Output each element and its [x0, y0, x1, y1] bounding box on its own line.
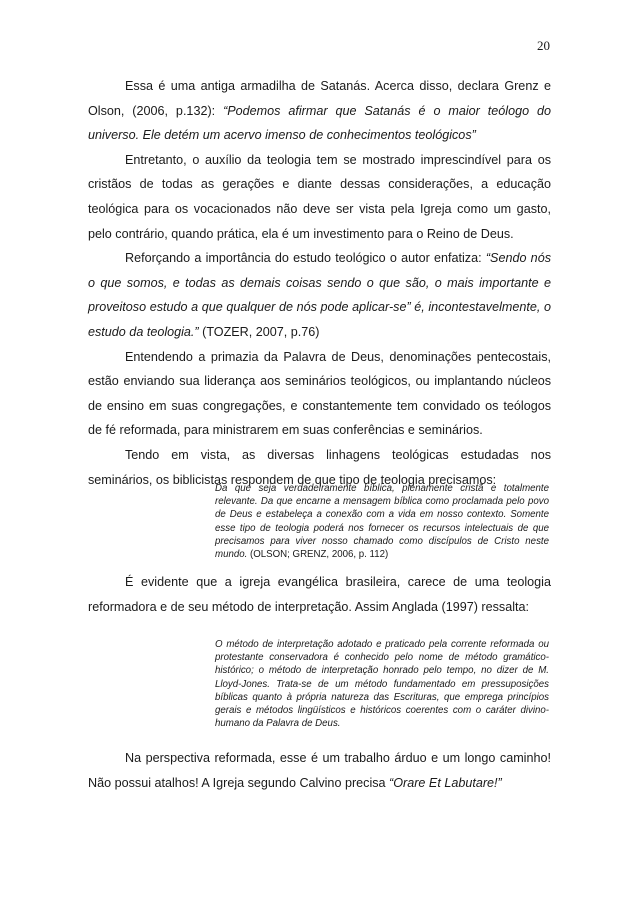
citation: (OLSON; GRENZ, 2006, p. 112): [247, 549, 389, 561]
paragraph-text: Essa é uma antiga armadilha de Satanás. Acerca disso, declara Grenz e Olson, (2006, p.132):: [88, 79, 551, 118]
body-text-block-3: [88, 746, 551, 795]
paragraph-calvino: [88, 746, 551, 795]
paragraph-grenz-olson: [88, 74, 551, 148]
paragraph-text: Tendo em vista, as diversas linhagens teológicas estudadas nos seminários, os biblicistas respondem de que tipo de teologia precisamos:: [88, 447, 551, 487]
paragraph-text: Entretanto, o auxílio da teologia tem se mostrado imprescindível para os cristãos de todas as gerações e diante dessas considerações, a educação teológica para os vocacionados não deve ser vista pela Igreja como um gasto, pelo contrário, quando prática, ela é um investimento para o Reino de Deus.: [88, 152, 551, 241]
paragraph-text: Reforçando a importância do estudo teológico o autor enfatiza:: [125, 251, 486, 266]
paragraph-text: É evidente que a igreja evangélica brasileira, carece de uma teologia reformadora e de seu método de interpretação. Assim Anglada (1997) ressalta:: [88, 575, 551, 614]
paragraph-text: Na perspectiva reformada, esse é um trabalho árduo e um longo caminho! Não possui atalhos! A Igreja segundo Calvino precisa: [88, 751, 551, 790]
block-quote-anglada: [215, 638, 549, 730]
paragraph-anglada: [88, 570, 551, 619]
paragraph-text: Entendendo a primazia da Palavra de Deus, denominações pentecostais, estão enviando sua liderança aos seminários teológicos, ou implantando núcleos de ensino em suas congregações, e constantemente tem convidado os teólogos de fé reformada, para ministrarem em suas conferências e seminários.: [88, 349, 551, 438]
body-text-block-1: [88, 74, 551, 492]
quote-text: Da que seja verdadeiramente bíblica, plenamente cristã e totalmente relevante. Da que encarne a mensagem bíblica como proclamada pelo povo de Deus e estabeleça a conexão com a vida em nosso contexto. Somente esse tipo de teologia poderá nos fornecer os recursos intelectuais de que precisamos para viver nosso chamado como discípulos de Cristo neste mundo.: [215, 483, 549, 561]
paragraph-auxilio-teologia: [88, 148, 551, 246]
inline-quote: “Podemos afirmar que Satanás é o maior teólogo do universo. Ele detém um acervo imenso de conhecimentos teológicos”: [88, 103, 552, 143]
inline-quote: “Sendo nós o que somos, e todas as demais coisas sendo o que são, o mais importante e proveitoso estudo a que qualquer de nós pode aplicar-se” é, incontestavelmente, o estudo da teologia.”: [88, 251, 551, 339]
inline-quote: “Orare Et Labutare!”: [389, 775, 502, 790]
page-number: 20: [537, 38, 550, 53]
paragraph-pentecostais: [88, 345, 551, 443]
body-text-block-2: [88, 570, 551, 619]
block-quote-olson-grenz: [215, 482, 549, 561]
citation: (TOZER, 2007, p.76): [198, 324, 320, 339]
paragraph-tozer: [88, 246, 551, 344]
quote-text: O método de interpretação adotado e praticado pela corrente reformada ou protestante conservadora é conhecido pelo nome de método gramático-histórico; o método de interpretação honrado pelo tempo, no dizer de M. Lloyd-Jones. Trata-se de um método fundamentado em pressuposições bíblicas quanto à própria natureza das Escrituras, que emprega princípios gerais e métodos lingüísticos e históricos coerentes com o caráter divino-humano da Palavra de Deus.: [215, 639, 549, 730]
